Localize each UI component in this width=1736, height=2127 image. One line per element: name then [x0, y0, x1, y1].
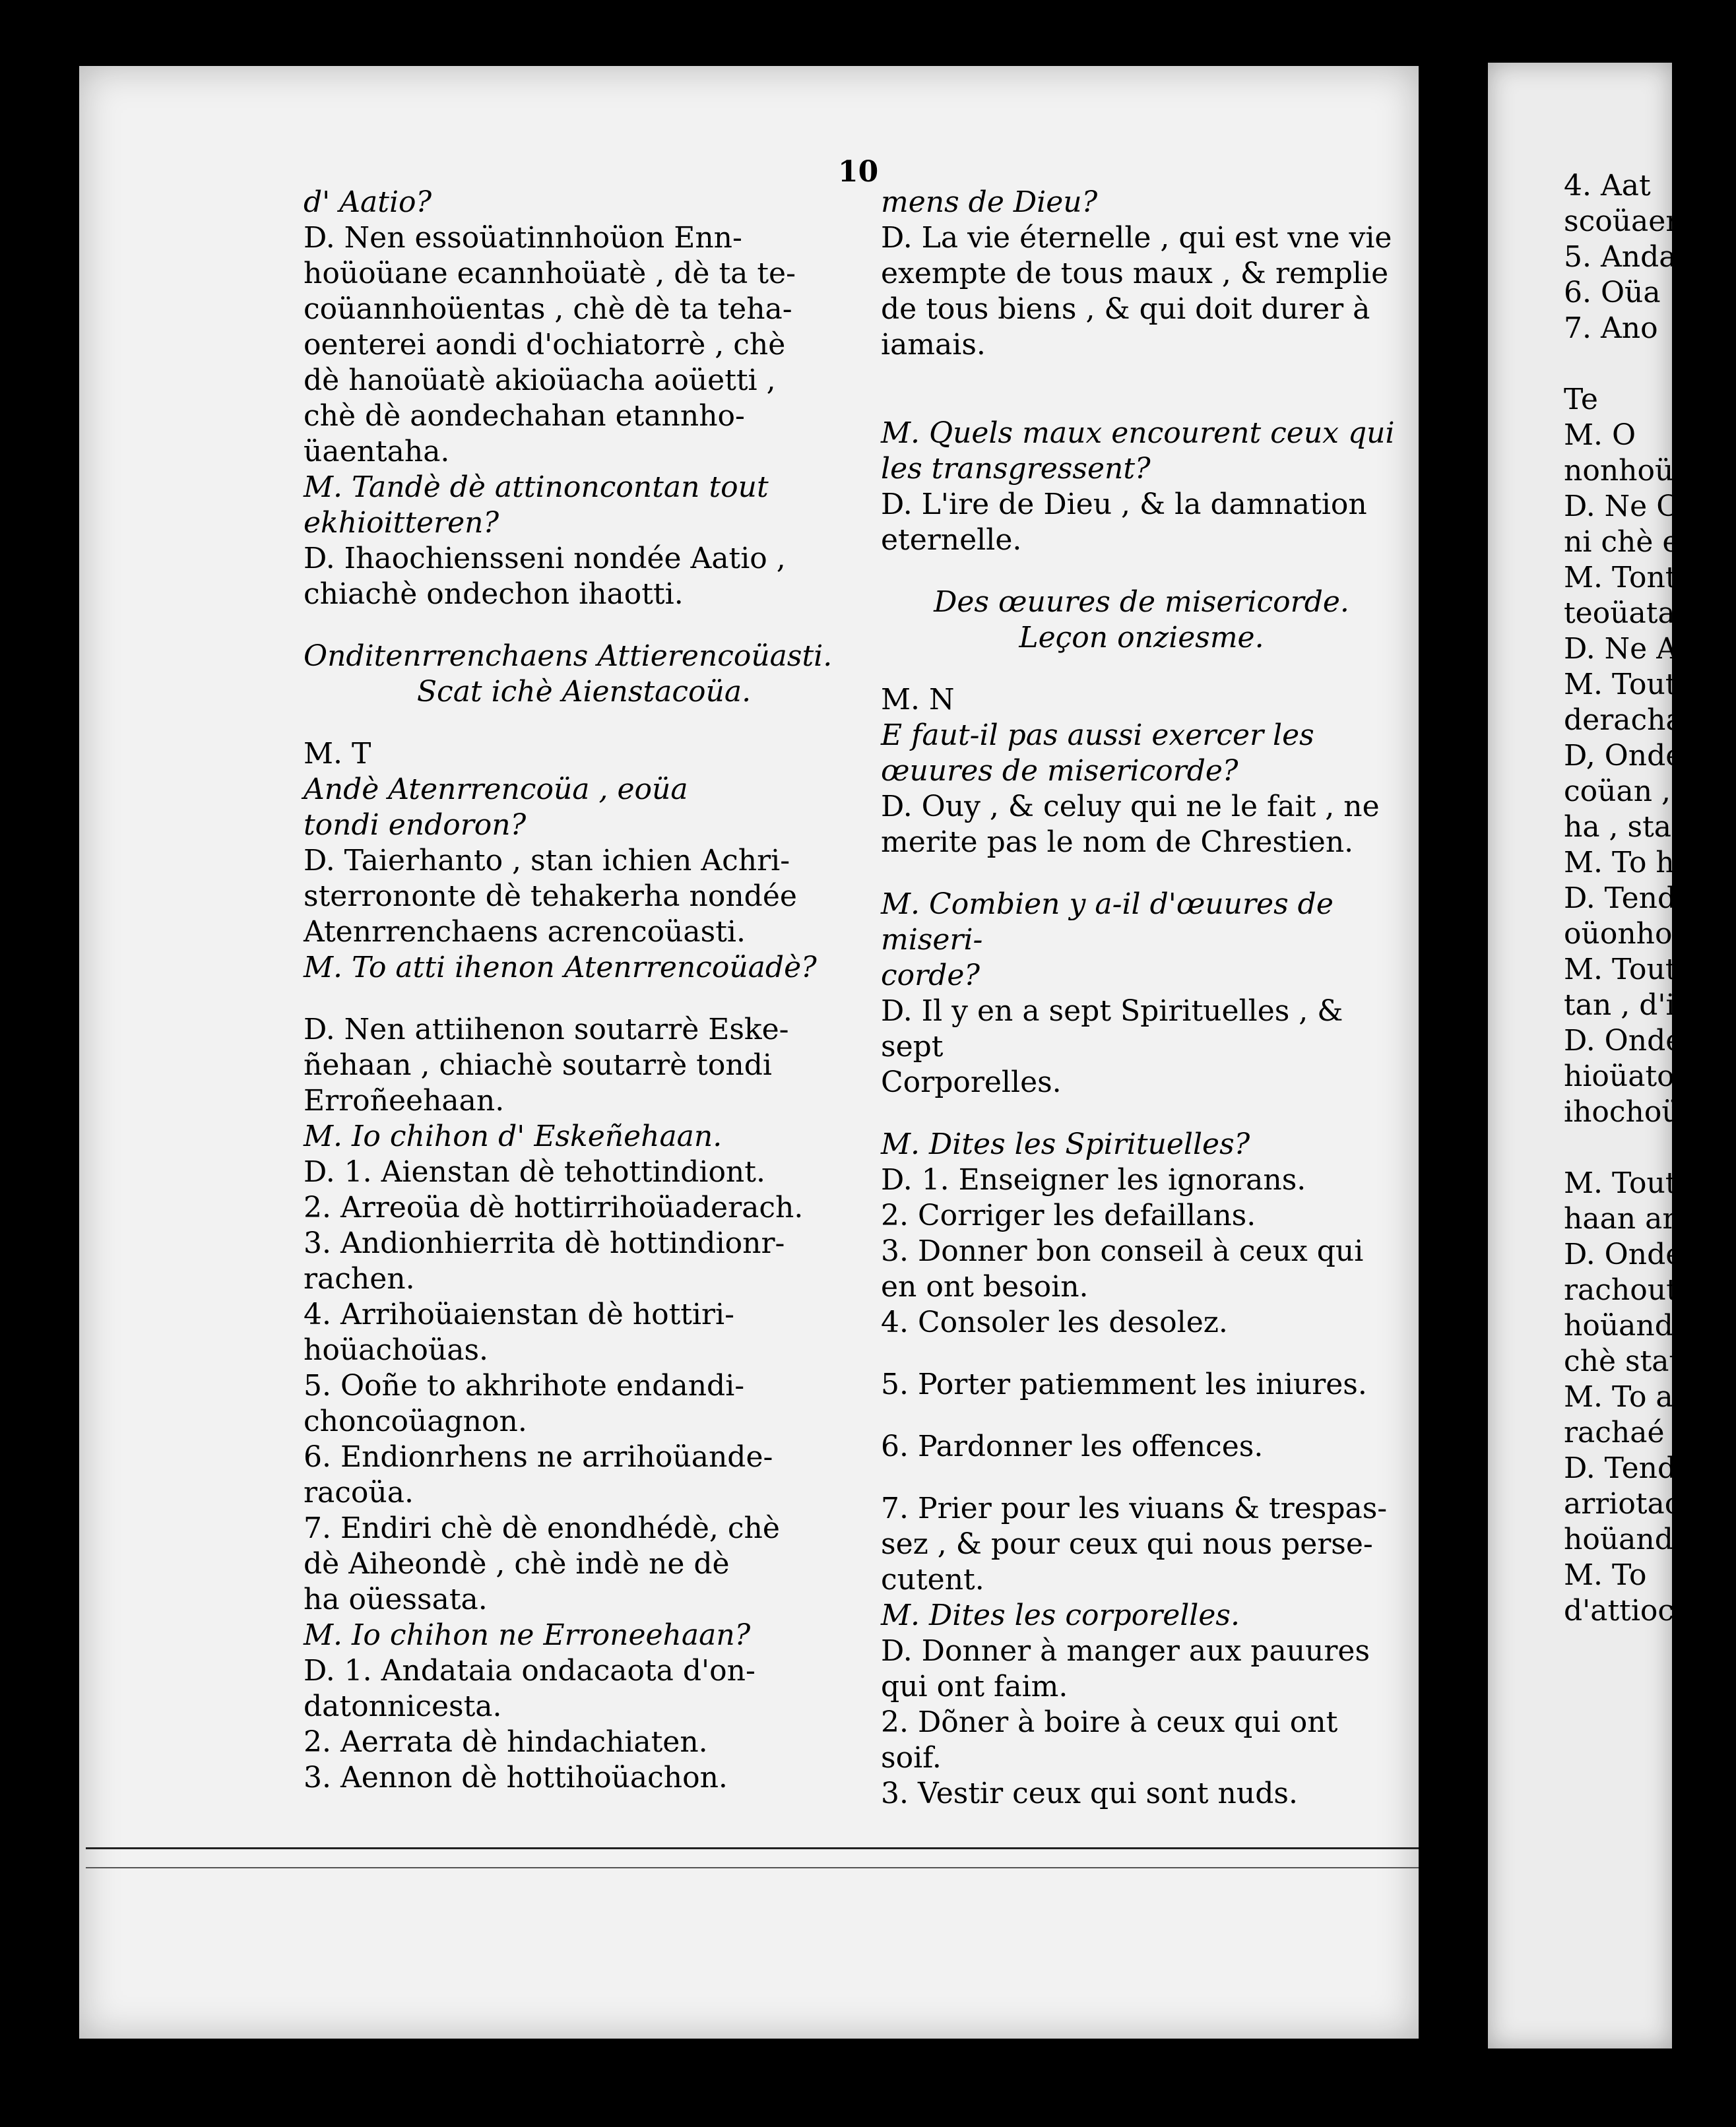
- fragment-line: 7. Ano: [1564, 311, 1658, 345]
- spacer: [881, 860, 1402, 887]
- text-line: 4. Consoler les desolez.: [881, 1306, 1228, 1339]
- text-line: rachen.: [304, 1262, 415, 1296]
- text-line: Scat ichè Aienstacoüa.: [416, 675, 752, 709]
- text-line: hoüachoüas.: [304, 1333, 489, 1367]
- text-line: M. Combien y a-il d'œuures de miseri-: [881, 887, 1334, 957]
- text-line: eternelle.: [881, 523, 1022, 557]
- fragment-line: M. O: [1564, 418, 1636, 452]
- text-line: oenterei aondi d'ochiatorrè , chè: [304, 328, 786, 362]
- text-line: Andè Atenrrencoüa , eoüa: [304, 773, 688, 806]
- text-line: M. Io chihon ne Erroneehaan?: [304, 1618, 751, 1652]
- fragment-line: M. Tout: [1564, 953, 1677, 986]
- text-line: exempte de tous maux , & remplie: [881, 257, 1389, 290]
- text-line: D. L'ire de Dieu , & la damnation: [881, 488, 1367, 521]
- text-line: choncoüagnon.: [304, 1405, 527, 1438]
- fragment-line: nonhoüa: [1564, 454, 1691, 488]
- fragment-line: 6. Oüa: [1564, 276, 1661, 309]
- fragment-line: D. Ne A: [1564, 632, 1677, 666]
- text-line: 5. Ooñe to akhrihote endandi-: [304, 1369, 745, 1403]
- text-line: D. Il y en a sept Spirituelles , & sept: [881, 994, 1343, 1064]
- fragment-line: rachoutan: [1564, 1273, 1714, 1307]
- text-line: 2. Corriger les defaillans.: [881, 1199, 1256, 1232]
- text-line: Leçon onziesme.: [1019, 621, 1264, 654]
- spacer: [881, 1341, 1402, 1367]
- text-line: 2. Dõner à boire à ceux qui ont soif.: [881, 1705, 1338, 1775]
- spacer: [881, 389, 1402, 416]
- fragment-line: [1564, 1130, 1696, 1166]
- text-line: corde?: [881, 959, 980, 992]
- text-line: Corporelles.: [881, 1065, 1062, 1099]
- fragment-line: d'attioch?: [1564, 1594, 1708, 1628]
- spacer: [881, 363, 1402, 389]
- text-line: racoüa.: [304, 1476, 414, 1509]
- fragment-line: D. Ondé: [1564, 1024, 1683, 1058]
- fragment-line: M. To: [1564, 1558, 1647, 1592]
- text-line: coüannhoüentas , chè dè ta teha-: [304, 292, 792, 326]
- fragment-line: chè stat o: [1564, 1345, 1708, 1378]
- text-line: M. T: [304, 737, 371, 771]
- text-line: dè Aiheondè , chè indè ne dè: [304, 1547, 730, 1581]
- text-line: 3. Aennon dè hottihoüachon.: [304, 1761, 728, 1794]
- fragment-line: hioüatonc: [1564, 1060, 1710, 1093]
- fragment-line: rachaé oñie: [1564, 1416, 1736, 1449]
- text-line: D. Nen attiihenon soutarrè Eske-: [304, 1013, 789, 1046]
- spacer: [881, 558, 1402, 585]
- text-line: D. 1. Aienstan dè tehottindiont.: [304, 1155, 765, 1189]
- footer-rule: [86, 1847, 1419, 1849]
- footer-rule-thin: [86, 1867, 1419, 1868]
- text-line: cutent.: [881, 1563, 984, 1597]
- text-line: 7. Prier pour les viuans & trespas-: [881, 1492, 1388, 1525]
- text-line: tondi endoron?: [304, 808, 527, 842]
- fragment-line: deracha?: [1564, 703, 1699, 737]
- fragment-line: oüonhoü: [1564, 917, 1691, 951]
- text-line: 7. Endiri chè dè enondhédè, chè: [304, 1511, 780, 1545]
- text-line: M. Io chihon d' Eskeñehaan.: [304, 1120, 723, 1153]
- text-line: Des œuures de misericorde.: [934, 585, 1349, 619]
- text-line: chè dè aondechahan etannho-: [304, 399, 745, 433]
- spacer: [881, 1465, 1402, 1491]
- text-line: D. Ihaochiensseni nondée Aatio ,: [304, 542, 786, 575]
- text-line: d' Aatio?: [304, 185, 432, 219]
- fragment-line: 4. Aat: [1564, 169, 1651, 203]
- text-line: Erroñeehaan.: [304, 1084, 505, 1118]
- text-line: ha oüessata.: [304, 1583, 488, 1616]
- fragment-line: M. To hio: [1564, 846, 1702, 879]
- spacer: [881, 656, 1402, 682]
- fragment-line: hoüande i: [1564, 1523, 1709, 1556]
- text-line: hoüoüane ecannhoüatè , dè ta te-: [304, 257, 796, 290]
- text-line: M. Dites les Spirituelles?: [881, 1127, 1250, 1161]
- text-line: D. Taierhanto , stan ichien Achri-: [304, 844, 790, 877]
- fragment-line: arriotacoü: [1564, 1487, 1718, 1521]
- fragment-line: coüan ,: [1564, 775, 1671, 808]
- text-line: M. N: [881, 683, 955, 716]
- text-line: 2. Arreoüa dè hottirrihoüaderach.: [304, 1191, 804, 1224]
- text-line: sez , & pour ceux qui nous perse-: [881, 1527, 1373, 1561]
- text-line: Onditenrrenchaens Attierencoüasti.: [304, 639, 833, 673]
- text-line: datonnicesta.: [304, 1690, 502, 1723]
- text-line: mens de Dieu?: [881, 185, 1098, 219]
- spacer: [881, 1100, 1402, 1127]
- fragment-line: hoüandéra: [1564, 1309, 1722, 1343]
- text-line: œuures de misericorde?: [881, 754, 1238, 788]
- fragment-line: ha , stat: [1564, 810, 1683, 844]
- fragment-line: M. Tout: [1564, 668, 1677, 701]
- text-line: 3. Vestir ceux qui sont nuds.: [881, 1777, 1298, 1810]
- text-line: D. Ouy , & celuy qui ne le fait , ne: [881, 790, 1380, 823]
- text-line: 4. Arrihoüaienstan dè hottiri-: [304, 1298, 734, 1331]
- text-line: qui ont faim.: [881, 1670, 1068, 1703]
- fragment-line: D. Ne O: [1564, 490, 1681, 523]
- fragment-line: 5. Anda: [1564, 240, 1677, 274]
- text-line: 6. Pardonner les offences.: [881, 1430, 1264, 1463]
- page-number: 10: [838, 155, 879, 189]
- fragment-line: ni chè e: [1564, 525, 1680, 559]
- text-line: D. La vie éternelle , qui est vne vie: [881, 221, 1392, 255]
- text-line: 3. Andionhierrita dè hottindionr-: [304, 1226, 785, 1260]
- gutter: [1419, 0, 1488, 2127]
- text-line: ñehaan , chiachè soutarrè tondi: [304, 1048, 772, 1082]
- text-line: üaentaha.: [304, 435, 450, 468]
- right-column: [881, 185, 1402, 1812]
- fragment-line: D. Ondé: [1564, 1238, 1683, 1271]
- fragment-line: ihochoüa: [1564, 1095, 1698, 1129]
- text-line: en ont besoin.: [881, 1270, 1089, 1304]
- text-line: sterrononte dè tehakerha nondée: [304, 879, 797, 913]
- fragment-line: M. Tout: [1564, 1166, 1677, 1200]
- spacer: [881, 1403, 1402, 1429]
- text-line: les transgressent?: [881, 452, 1151, 486]
- text-line: ekhioitteren?: [304, 506, 499, 540]
- text-line: 2. Aerrata dè hindachiaten.: [304, 1725, 708, 1759]
- text-line: iamais.: [881, 328, 986, 362]
- fragment-line: haan arrih: [1564, 1202, 1718, 1236]
- text-line: M. To atti ihenon Atenrrencoüadè?: [304, 951, 817, 984]
- text-line: D. 1. Andataia ondacaota d'on-: [304, 1654, 755, 1688]
- text-line: chiachè ondechon ihaotti.: [304, 577, 684, 611]
- fragment-line: D. Tendi ,: [1564, 1451, 1704, 1485]
- text-line: 3. Donner bon conseil à ceux qui: [881, 1234, 1364, 1268]
- fragment-line: [1564, 346, 1696, 382]
- fragment-line: D, Ondé: [1564, 739, 1683, 773]
- spacer: [304, 986, 864, 1012]
- fragment-line: teoüata?: [1564, 596, 1691, 630]
- fragment-line: M. Tont: [1564, 561, 1677, 594]
- spacer: [304, 710, 864, 736]
- text-line: M. Dites les corporelles.: [881, 1599, 1240, 1632]
- text-line: 5. Porter patiemment les iniures.: [881, 1368, 1367, 1401]
- text-line: 6. Endionrhens ne arrihoüande-: [304, 1440, 773, 1474]
- fragment-line: scoüaer: [1564, 205, 1680, 238]
- text-line: D. 1. Enseigner les ignorans.: [881, 1163, 1306, 1197]
- text-line: E faut-il pas aussi exercer les: [881, 718, 1314, 752]
- fragment-line: Te: [1564, 383, 1598, 416]
- fragment-line: D. Tendi: [1564, 881, 1686, 915]
- text-line: D. Donner à manger aux pauures: [881, 1634, 1370, 1668]
- text-line: Atenrrenchaens acrencoüasti.: [304, 915, 746, 949]
- spacer: [304, 612, 864, 639]
- text-line: D. Nen essoüatinnhoüon Enn-: [304, 221, 742, 255]
- fragment-line: M. To att: [1564, 1380, 1697, 1414]
- text-line: de tous biens , & qui doit durer à: [881, 292, 1370, 326]
- next-page-fragment: [1564, 168, 1736, 1629]
- text-line: M. Quels maux encourent ceux qui: [881, 416, 1395, 450]
- text-line: dè hanoüatè akioüacha aoüetti ,: [304, 364, 776, 397]
- fragment-line: tan , d'ich: [1564, 988, 1710, 1022]
- text-line: M. Tandè dè attinoncontan tout: [304, 470, 769, 504]
- left-column: [304, 185, 864, 1796]
- text-line: merite pas le nom de Chrestien.: [881, 825, 1354, 859]
